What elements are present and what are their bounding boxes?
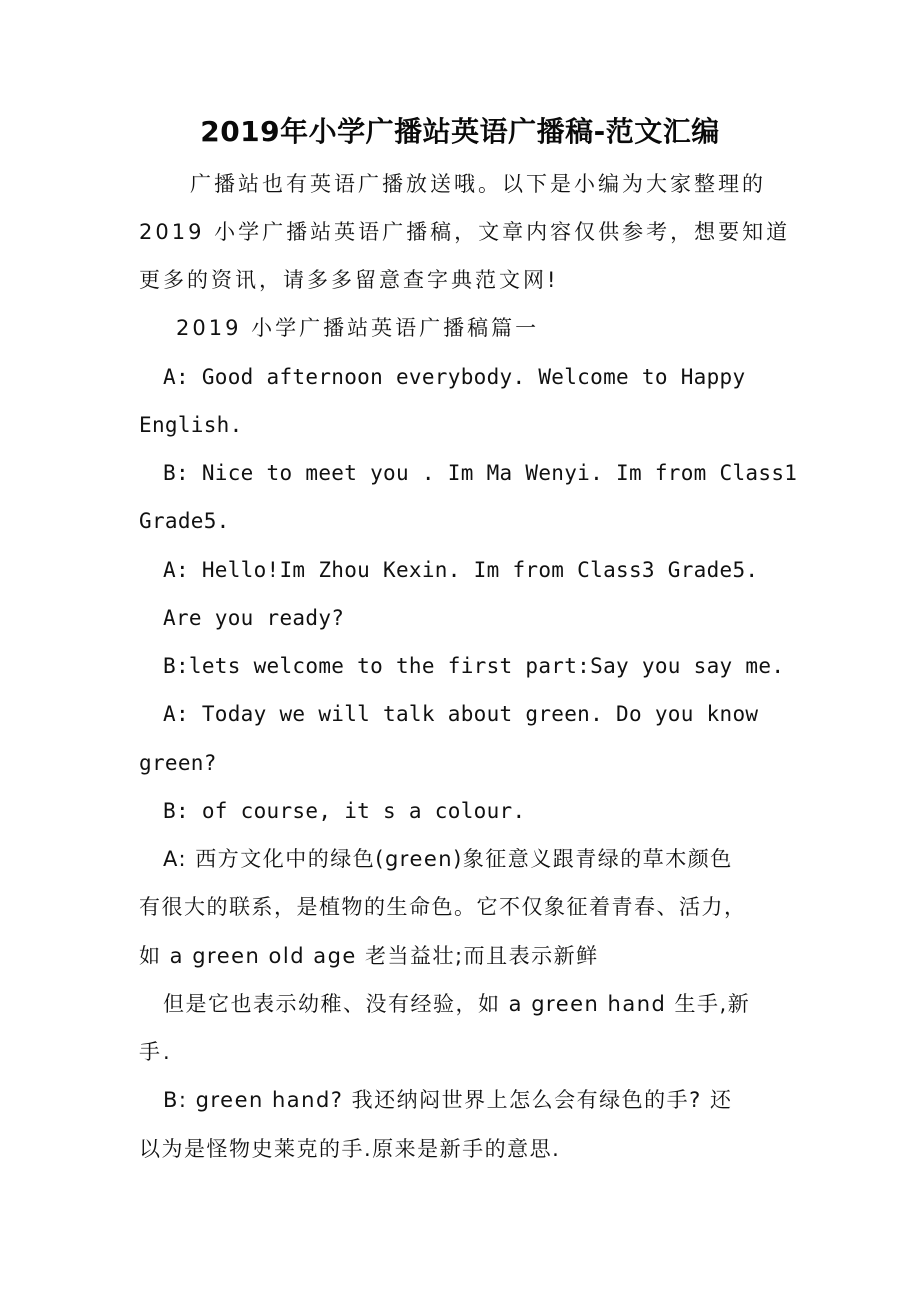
dialogue-line: 以为是怪物史莱克的手.原来是新手的意思. [139, 1137, 561, 1161]
dialogue-line: 但是它也表示幼稚、没有经验，如 a green hand 生手,新 [163, 992, 751, 1016]
dialogue-line: A: Hello!Im Zhou Kexin. Im from Class3 Grade5. [163, 558, 759, 582]
dialogue-line: 有很大的联系，是植物的生命色。它不仅象征着青春、活力， [139, 895, 747, 919]
dialogue-line: Are you ready? [163, 606, 345, 630]
dialogue-line: A: Today we will talk about green. Do you know [163, 702, 759, 726]
dialogue-line: B: Nice to meet you . Im Ma Wenyi. Im from Class1 [163, 461, 798, 485]
dialogue-line: B:lets welcome to the first part:Say you say me. [163, 654, 785, 678]
dialogue-line: green? [139, 751, 217, 775]
dialogue-line: A: 西方文化中的绿色(green)象征意义跟青绿的草木颜色 [163, 847, 733, 871]
dialogue-line: Grade5. [139, 509, 230, 533]
intro-paragraph-line-3: 更多的资讯，请多多留意查字典范文网! [139, 268, 559, 292]
dialogue-line: B: green hand? 我还纳闷世界上怎么会有绿色的手? 还 [163, 1088, 733, 1112]
dialogue-line: B: of course, it s a colour. [163, 799, 526, 823]
section-heading: 2019 小学广播站英语广播稿篇一 [176, 316, 540, 340]
dialogue-line: 如 a green old age 老当益壮;而且表示新鲜 [139, 944, 599, 968]
dialogue-line: English. [139, 413, 243, 437]
dialogue-line: 手. [139, 1040, 173, 1064]
intro-paragraph-line-1: 广播站也有英语广播放送哦。以下是小编为大家整理的 [190, 172, 766, 196]
document-title: 2019年小学广播站英语广播稿-范文汇编 [200, 115, 720, 148]
dialogue-line: A: Good afternoon everybody. Welcome to Happy [163, 365, 746, 389]
intro-paragraph-line-2: 2019 小学广播站英语广播稿，文章内容仅供参考，想要知道 [139, 220, 791, 244]
